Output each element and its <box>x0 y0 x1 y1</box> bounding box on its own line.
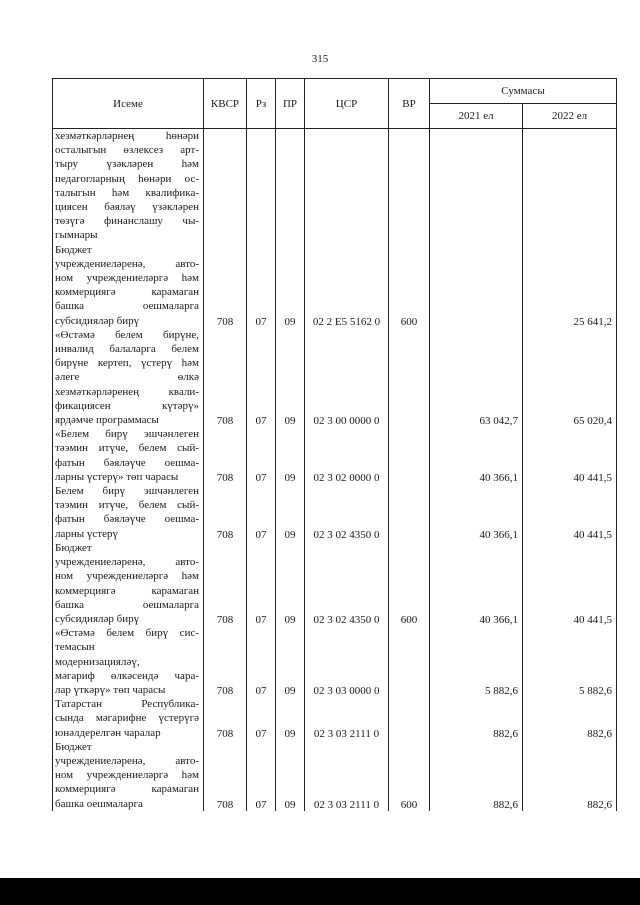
cell-pr: 09 <box>276 243 305 328</box>
row-name-line: Татарстан Республика- <box>55 698 199 711</box>
table-row <box>53 427 617 484</box>
cell-y2022: 25 641,2 <box>523 243 617 328</box>
row-name-line: башка оешмаларга <box>55 598 199 611</box>
cell-pr: 09 <box>276 427 305 484</box>
row-name-line: сында мәгарифне үстерүгә <box>55 712 199 725</box>
cell-y2022: 40 441,5 <box>523 484 617 541</box>
cell-rz: 07 <box>247 626 276 697</box>
row-name-line: учреждениеләренә, авто- <box>55 754 199 767</box>
row-name-line: тыру үзәкләрен һәм <box>55 158 199 171</box>
row-name-line: бирүне кертеп, үстерү һәм <box>55 357 199 370</box>
cell-vr: 600 <box>389 740 430 811</box>
cell-kvsr: 708 <box>204 427 247 484</box>
cell-pr: 09 <box>276 697 305 740</box>
cell-y2022: 5 882,6 <box>523 626 617 697</box>
page-number: 315 <box>311 53 329 65</box>
table-row <box>53 243 617 328</box>
row-name-line: фатын бәяләүче оешма- <box>55 456 199 469</box>
cell-vr <box>389 484 430 541</box>
row-name <box>53 129 204 243</box>
row-name-line: хезмәткәрләренең квали- <box>55 385 199 398</box>
cell-y2021: 882,6 <box>430 740 523 811</box>
cell-csr <box>305 129 389 243</box>
cell-y2022 <box>523 129 617 243</box>
cell-csr: 02 2 Е5 5162 0 <box>305 243 389 328</box>
cell-kvsr: 708 <box>204 697 247 740</box>
cell-csr: 02 3 00 0000 0 <box>305 328 389 427</box>
cell-vr <box>389 427 430 484</box>
table-row <box>53 484 617 541</box>
table-row <box>53 740 617 811</box>
header-pr: ПР <box>276 79 305 129</box>
row-name-line: субсидияләр бирү <box>55 612 140 625</box>
cell-vr <box>389 697 430 740</box>
row-name-line: ном учреждениеләргә һәм <box>55 272 199 285</box>
cell-y2021: 40 366,1 <box>430 427 523 484</box>
cell-pr <box>276 129 305 243</box>
cell-csr: 02 3 02 4350 0 <box>305 484 389 541</box>
cell-y2022: 882,6 <box>523 740 617 811</box>
row-name-line: мәгариф өлкәсендә чара- <box>55 669 199 682</box>
row-name-line: тәэмин итүче, белем сый- <box>55 499 199 512</box>
cell-y2021 <box>430 129 523 243</box>
row-name <box>53 740 204 811</box>
cell-rz: 07 <box>247 243 276 328</box>
row-name-line: темасын <box>55 641 95 654</box>
cell-y2022: 882,6 <box>523 697 617 740</box>
cell-vr <box>389 129 430 243</box>
row-name-line: педагогларның һөнәри ос- <box>55 172 199 185</box>
header-2021: 2021 ел <box>430 104 523 129</box>
row-name-line: коммерциягә карамаган <box>55 584 199 597</box>
cell-y2022: 65 020,4 <box>523 328 617 427</box>
cell-rz: 07 <box>247 484 276 541</box>
cell-y2021 <box>430 243 523 328</box>
header-rz: Рз <box>247 79 276 129</box>
cell-y2021: 882,6 <box>430 697 523 740</box>
row-name-line: ном учреждениеләргә һәм <box>55 769 199 782</box>
row-name-line: «Өстәмә белем бирүне, <box>55 328 199 341</box>
cell-vr <box>389 626 430 697</box>
cell-rz: 07 <box>247 427 276 484</box>
row-name-line: Бюджет <box>55 541 92 554</box>
row-name-line: коммерциягә карамаган <box>55 783 199 796</box>
table-row <box>53 129 617 243</box>
row-name-line: ном учреждениеләргә һәм <box>55 570 199 583</box>
cell-y2021: 40 366,1 <box>430 541 523 626</box>
row-name-line: тәэмин итүче, белем сый- <box>55 442 199 455</box>
cell-kvsr: 708 <box>204 541 247 626</box>
table-row <box>53 328 617 427</box>
row-name-line: юнәлдерелгән чаралар <box>55 726 161 739</box>
cell-csr: 02 3 03 0000 0 <box>305 626 389 697</box>
cell-vr: 600 <box>389 243 430 328</box>
row-name-line: башка оешмаларга <box>55 300 199 313</box>
budget-table <box>52 78 617 811</box>
header-kvsr: КВСР <box>204 79 247 129</box>
cell-rz: 07 <box>247 328 276 427</box>
cell-pr: 09 <box>276 484 305 541</box>
row-name <box>53 484 204 541</box>
row-name <box>53 626 204 697</box>
row-name-line: фатын бәяләүче оешма- <box>55 513 199 526</box>
row-name-line: учреждениеләренә, авто- <box>55 556 199 569</box>
row-name-line: модернизацияләү, <box>55 655 140 668</box>
cell-pr: 09 <box>276 328 305 427</box>
cell-kvsr: 708 <box>204 740 247 811</box>
row-name <box>53 541 204 626</box>
row-name-line: төзүгә финанслашу чы- <box>55 215 199 228</box>
row-name-line: ларны үстерү <box>55 527 118 540</box>
cell-rz: 07 <box>247 541 276 626</box>
row-name-line: инвалид балаларга белем <box>55 343 199 356</box>
row-name-line: коммерциягә карамаган <box>55 286 199 299</box>
cell-kvsr <box>204 129 247 243</box>
header-vr: ВР <box>389 79 430 129</box>
row-name <box>53 243 204 328</box>
row-name-line: учреждениеләренә, авто- <box>55 257 199 270</box>
cell-rz <box>247 129 276 243</box>
cell-y2021: 5 882,6 <box>430 626 523 697</box>
cell-csr: 02 3 03 2111 0 <box>305 740 389 811</box>
header-csr: ЦСР <box>305 79 389 129</box>
row-name-line: «Өстәмә белем бирү сис- <box>55 627 199 640</box>
row-name-line: әлеге өлкә <box>55 371 199 384</box>
table-body <box>53 129 617 811</box>
row-name-line: Белем бирү эшчәнлеген <box>55 485 199 498</box>
cell-pr: 09 <box>276 626 305 697</box>
row-name-line: ярдәмче программасы <box>55 414 159 427</box>
cell-kvsr: 708 <box>204 484 247 541</box>
table-row <box>53 541 617 626</box>
table-row <box>53 626 617 697</box>
cell-pr: 09 <box>276 541 305 626</box>
cell-rz: 07 <box>247 740 276 811</box>
cell-vr <box>389 328 430 427</box>
row-name-line: Бюджет <box>55 243 92 256</box>
table-row <box>53 697 617 740</box>
row-name-line: талыгын һәм квалифика- <box>55 186 199 199</box>
row-name-line: Бюджет <box>55 740 92 753</box>
scan-border <box>0 878 640 905</box>
cell-y2021: 63 042,7 <box>430 328 523 427</box>
row-name-line: башка оешмаларга <box>55 797 143 810</box>
row-name-line: ларны үстерү» төп чарасы <box>55 470 179 483</box>
row-name <box>53 427 204 484</box>
cell-y2022: 40 441,5 <box>523 427 617 484</box>
cell-csr: 02 3 03 2111 0 <box>305 697 389 740</box>
header-name: Исеме <box>53 79 204 129</box>
cell-rz: 07 <box>247 697 276 740</box>
cell-y2022: 40 441,5 <box>523 541 617 626</box>
cell-csr: 02 3 02 4350 0 <box>305 541 389 626</box>
row-name-line: фикациясен күтәрү» <box>55 399 199 412</box>
cell-y2021: 40 366,1 <box>430 484 523 541</box>
cell-pr: 09 <box>276 740 305 811</box>
row-name <box>53 697 204 740</box>
row-name-line: циясен бәяләү үзәкләрен <box>55 201 199 214</box>
cell-kvsr: 708 <box>204 328 247 427</box>
row-name-line: лар үткәрү» төп чарасы <box>55 683 166 696</box>
row-name-line: субсидияләр бирү <box>55 314 140 327</box>
row-name-line: гымнары <box>55 229 98 242</box>
header-2022: 2022 ел <box>523 104 617 129</box>
row-name-line: «Белем бирү эшчәнлеген <box>55 428 199 441</box>
cell-kvsr: 708 <box>204 626 247 697</box>
row-name-line: осталыгын өзлексез арт- <box>55 144 199 157</box>
cell-vr: 600 <box>389 541 430 626</box>
cell-kvsr: 708 <box>204 243 247 328</box>
row-name-line: хезмәткәрләрнең һөнәри <box>55 130 199 142</box>
header-sums: Суммасы <box>430 79 617 104</box>
row-name <box>53 328 204 427</box>
cell-csr: 02 3 02 0000 0 <box>305 427 389 484</box>
